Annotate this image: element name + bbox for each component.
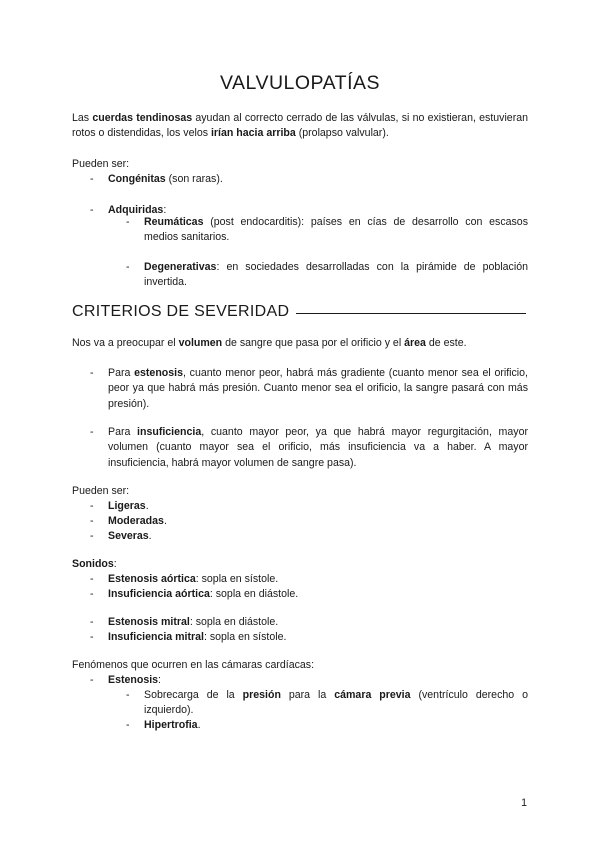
intro-bold-velos: irían hacia arriba bbox=[210, 127, 296, 140]
list-dash: - bbox=[90, 500, 94, 512]
list-item-reumaticas bbox=[144, 215, 528, 246]
item-text: Sobrecarga de la bbox=[144, 689, 243, 701]
list-dash: - bbox=[90, 204, 94, 216]
fenomenos-label: Fenómenos que ocurren en las cámaras cardíacas: bbox=[72, 659, 315, 671]
bold-term: Hipertrofia bbox=[144, 719, 198, 731]
section-heading-criterios: CRITERIOS DE SEVERIDAD bbox=[72, 303, 290, 320]
para-text: Para bbox=[108, 367, 135, 379]
list-dash: - bbox=[126, 261, 130, 273]
bold-term: Moderadas bbox=[108, 515, 164, 527]
page-number: 1 bbox=[521, 797, 527, 809]
list-dash: - bbox=[90, 631, 94, 643]
bold-camara-previa: cámara previa bbox=[334, 689, 411, 701]
item-text: para la bbox=[280, 689, 335, 701]
bold-term: Insuficiencia mitral bbox=[108, 631, 204, 643]
list-item-congenitas bbox=[108, 172, 528, 187]
item-text: : en sociedades desarrolladas con la pirámide de población invertida. bbox=[144, 261, 528, 289]
list-item-severas bbox=[108, 529, 152, 544]
bold-term: Ligeras bbox=[108, 500, 146, 512]
list-dash: - bbox=[90, 674, 94, 686]
para-text: Nos va a preocupar el bbox=[72, 337, 179, 349]
list-item-moderadas bbox=[108, 514, 167, 529]
list-dash: - bbox=[90, 515, 94, 527]
item-text: : sopla en sístole. bbox=[203, 631, 287, 643]
bold-presion: presión bbox=[242, 689, 281, 701]
list-dash: - bbox=[90, 530, 94, 542]
list-item-estenosis-severidad bbox=[108, 366, 528, 412]
bold-term: Estenosis bbox=[108, 674, 159, 686]
pueden-ser-label-2: Pueden ser: bbox=[72, 485, 130, 497]
item-text: . bbox=[163, 515, 167, 527]
item-text: . bbox=[148, 530, 152, 542]
bold-term: Adquiridas bbox=[108, 204, 164, 216]
item-text: . bbox=[145, 500, 149, 512]
item-text: (son raras). bbox=[165, 173, 223, 185]
item-text: (post endocarditis): países en cías de desarrollo con escasos medios sanitarios. bbox=[144, 216, 528, 244]
list-dash: - bbox=[126, 719, 130, 731]
intro-text: (prolapso valvular). bbox=[295, 127, 389, 140]
bold-term: Sonidos bbox=[72, 558, 114, 570]
list-dash: - bbox=[90, 588, 94, 600]
list-item-insuficiencia-aortica bbox=[108, 587, 298, 602]
list-item-estenosis-aortica bbox=[108, 572, 278, 587]
list-item-insuficiencia-severidad bbox=[108, 425, 528, 471]
list-dash: - bbox=[90, 616, 94, 628]
pueden-ser-label: Pueden ser: bbox=[72, 158, 130, 170]
bold-term: Congénitas bbox=[108, 173, 166, 185]
page-title: VALVULOPATÍAS bbox=[219, 72, 381, 94]
intro-paragraph bbox=[72, 111, 528, 142]
item-text: : bbox=[163, 204, 167, 216]
list-dash: - bbox=[126, 216, 130, 228]
sonidos-label bbox=[72, 557, 528, 572]
intro-text: Las bbox=[72, 112, 93, 124]
item-text: : bbox=[158, 674, 161, 686]
bold-term: insuficiencia bbox=[137, 426, 202, 438]
bold-term: Insuficiencia aórtica bbox=[108, 588, 210, 600]
bold-area: área bbox=[404, 337, 426, 349]
bold-volumen: volumen bbox=[178, 337, 223, 349]
bold-term: Severas bbox=[108, 530, 149, 542]
list-dash: - bbox=[90, 173, 94, 185]
list-item-hipertrofia bbox=[144, 718, 201, 733]
para-text: de este. bbox=[425, 337, 467, 349]
list-dash: - bbox=[90, 426, 94, 438]
list-item-estenosis-mitral bbox=[108, 615, 278, 630]
intro-bold-cuerdas: cuerdas tendinosas bbox=[92, 112, 193, 124]
item-text: (ventrículo derecho o izquierdo). bbox=[144, 689, 529, 717]
para-text: , cuanto menor peor, habrá más gradiente (cuanto menor sea el orificio, peor ya que habrá más presión. Cuanto menor sea el orificio, la sangre pasará con más presión). bbox=[108, 367, 528, 410]
intro-text: ayudan al correcto cerrado de las válvulas, si no existieran, estuvieran rotos o distendidas, los velos bbox=[72, 112, 529, 140]
list-item-sobrecarga bbox=[144, 688, 528, 719]
list-item-estenosis-camaras bbox=[108, 673, 161, 688]
para-text: Para bbox=[108, 426, 138, 438]
bold-term: Estenosis mitral bbox=[108, 616, 190, 628]
item-text: : sopla en diástole. bbox=[209, 588, 299, 600]
item-text: : sopla en diástole. bbox=[189, 616, 279, 628]
item-text: : sopla en sístole. bbox=[195, 573, 279, 585]
item-text: . bbox=[197, 719, 201, 731]
list-item-degenerativas bbox=[144, 260, 528, 291]
para-text: de sangre que pasa por el orificio y el bbox=[222, 337, 405, 349]
para-text: , cuanto mayor peor, ya que habrá mayor regurgitación, mayor volumen (cuanto mayor sea el orificio, más insuficiencia va a haber. A mayor insuficiencia, habrá mayor volumen de sangre pasa). bbox=[108, 426, 528, 469]
list-dash: - bbox=[126, 689, 130, 701]
item-text: : bbox=[113, 558, 117, 570]
list-dash: - bbox=[90, 367, 94, 379]
section-heading-rule bbox=[296, 313, 526, 314]
bold-term: Reumáticas bbox=[144, 216, 204, 228]
list-item-ligeras bbox=[108, 499, 149, 514]
bold-term: estenosis bbox=[134, 367, 183, 379]
list-dash: - bbox=[90, 573, 94, 585]
volumen-paragraph bbox=[72, 336, 528, 351]
list-item-insuficiencia-mitral bbox=[108, 630, 286, 645]
bold-term: Estenosis aórtica bbox=[108, 573, 196, 585]
bold-term: Degenerativas bbox=[144, 261, 217, 273]
